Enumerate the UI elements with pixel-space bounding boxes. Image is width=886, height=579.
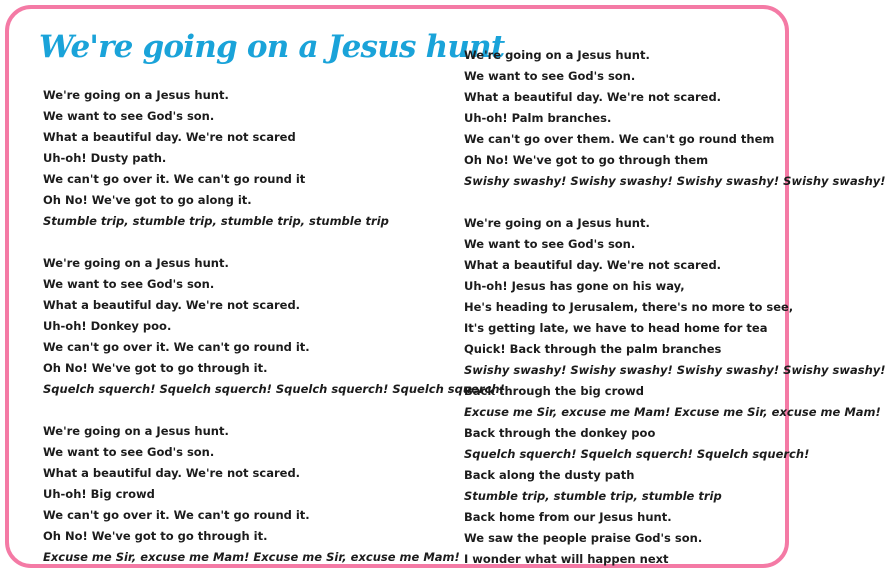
lyric-line: What a beautiful day. We're not scared. xyxy=(464,258,722,272)
left-lyrics-column xyxy=(43,85,505,568)
lyric-line: Uh-oh! Jesus has gone on his way, xyxy=(464,279,685,293)
lyric-line: Back through the donkey poo xyxy=(464,426,656,440)
lyric-line: Back along the dusty path xyxy=(464,468,635,482)
lyric-line: Excuse me Sir, excuse me Mam! Excuse me Sir, excuse me Mam! xyxy=(464,405,881,419)
lyric-line: We want to see God's son. xyxy=(464,237,636,251)
stanza-break xyxy=(464,192,794,213)
lyric-line: We're going on a Jesus hunt. xyxy=(464,216,650,230)
lyric-line: He's heading to Jerusalem, there's no more to see, xyxy=(464,300,794,314)
lyric-line: Squelch squerch! Squelch squerch! Squelch squerch! xyxy=(464,447,810,461)
lyric-line: We're going on a Jesus hunt. xyxy=(464,48,650,62)
lyric-line: What a beautiful day. We're not scared. xyxy=(43,298,301,312)
lyric-line: We're going on a Jesus hunt. xyxy=(43,424,229,438)
lyric-line: What a beautiful day. We're not scared. xyxy=(464,90,722,104)
lyric-line: We want to see God's son. xyxy=(464,69,636,83)
song-card xyxy=(5,5,886,568)
lyric-line: We can't go over it. We can't go round it xyxy=(43,172,306,186)
lyric-line: We can't go over it. We can't go round it. xyxy=(43,508,310,522)
lyric-line: What a beautiful day. We're not scared. xyxy=(43,466,301,480)
lyric-line: We can't go over it. We can't go round it. xyxy=(43,340,310,354)
song-title: We're going on a Jesus hunt xyxy=(39,29,505,65)
lyric-line: Stumble trip, stumble trip, stumble trip xyxy=(464,489,722,503)
lyric-line: Oh No! We've got to go along it. xyxy=(43,193,252,207)
lyric-line: Oh No! We've got to go through it. xyxy=(43,361,268,375)
lyric-line: Stumble trip, stumble trip, stumble trip, stumble trip xyxy=(43,214,389,228)
lyric-line: It's getting late, we have to head home for tea xyxy=(464,321,768,335)
lyric-line: Swishy swashy! Swishy swashy! Swishy swashy! Swishy swashy! xyxy=(464,363,886,377)
lyric-line: Excuse me Sir, excuse me Mam! Excuse me Sir, excuse me Mam! xyxy=(43,550,460,564)
right-lyrics-column xyxy=(464,45,886,570)
lyric-line: Oh No! We've got to go through it. xyxy=(43,529,268,543)
lyric-line: What a beautiful day. We're not scared xyxy=(43,130,296,144)
lyric-line: I wonder what will happen next xyxy=(464,552,669,566)
lyric-line: Oh No! We've got to go through them xyxy=(464,153,709,167)
lyric-line: We want to see God's son. xyxy=(43,109,215,123)
lyric-line: We're going on a Jesus hunt. xyxy=(43,88,229,102)
lyric-line: Quick! Back through the palm branches xyxy=(464,342,722,356)
lyric-line: Uh-oh! Big crowd xyxy=(43,487,155,501)
lyric-line: Back home from our Jesus hunt. xyxy=(464,510,672,524)
lyric-line: Back through the big crowd xyxy=(464,384,645,398)
lyric-line: We want to see God's son. xyxy=(43,277,215,291)
lyric-line: We want to see God's son. xyxy=(43,445,215,459)
lyric-line: Swishy swashy! Swishy swashy! Swishy swashy! Swishy swashy! xyxy=(464,174,886,188)
lyric-line: Squelch squerch! Squelch squerch! Squelch squerch! Squelch squerch! xyxy=(43,382,505,396)
lyric-line: We can't go over them. We can't go round them xyxy=(464,132,775,146)
lyric-line: We're going on a Jesus hunt. xyxy=(43,256,229,270)
lyric-line: Uh-oh! Donkey poo. xyxy=(43,319,172,333)
stanza-break xyxy=(43,400,443,421)
lyric-line: Uh-oh! Dusty path. xyxy=(43,151,167,165)
lyric-line: We saw the people praise God's son. xyxy=(464,531,703,545)
lyric-line: Uh-oh! Palm branches. xyxy=(464,111,612,125)
stanza-break xyxy=(43,232,443,253)
